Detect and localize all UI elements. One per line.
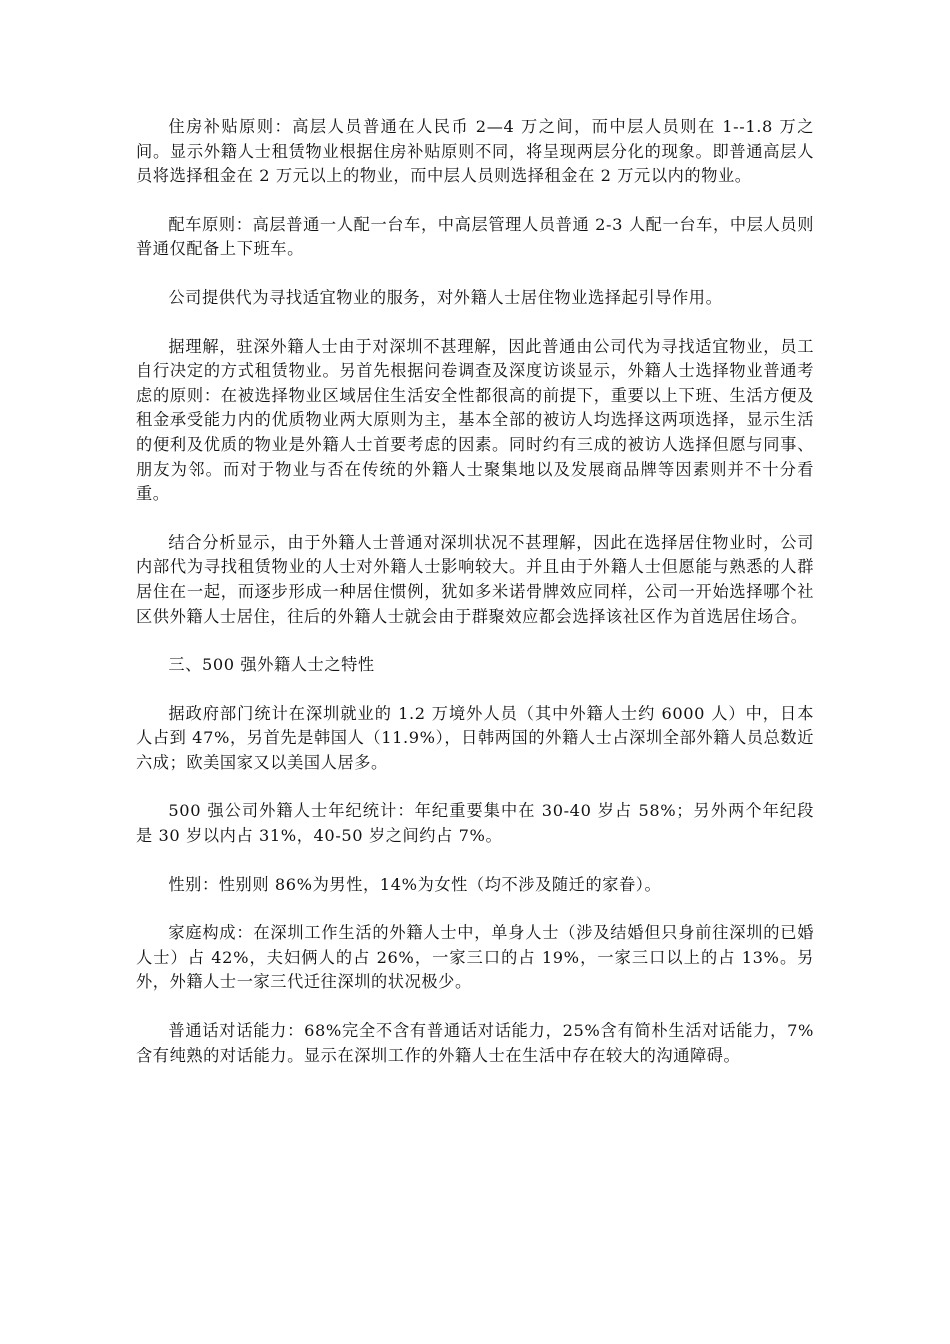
paragraph-statistics: 据政府部门统计在深圳就业的 1.2 万境外人员（其中外籍人士约 6000 人）中，日本人占到 47%，另首先是韩国人（11.9%），日韩两国的外籍人士占深圳全部外籍人员总数近六成；欧美国家又以美国人居多。 <box>136 703 814 772</box>
paragraph-gender: 性别：性别则 86%为男性，14%为女性（均不涉及随迁的家眷）。 <box>168 874 662 894</box>
document-body <box>136 115 814 1092</box>
paragraph-age: 500 强公司外籍人士年纪统计：年纪重要集中在 30-40 岁占 58%；另外两个年纪段是 30 岁以内占 31%，40-50 岁之间约占 7%。 <box>136 801 814 846</box>
paragraph-company-service: 公司提供代为寻找适宜物业的服务，对外籍人士居住物业选择起引导作用。 <box>168 287 723 307</box>
paragraph-housing-subsidy: 住房补贴原则：高层人员普通在人民币 2—4 万之间，而中层人员则在 1--1.8 万之间。显示外籍人士租赁物业根据住房补贴原则不同，将呈现两层分化的现象。即普通高层人员将选择租金在 2 万元以上的物业，而中层人员则选择租金在 2 万元以内的物业。 <box>136 117 814 186</box>
paragraph-car-allocation: 配车原则：高层普通一人配一台车，中高层管理人员普通 2-3 人配一台车，中层人员则普通仅配备上下班车。 <box>136 214 814 259</box>
section-heading: 三、500 强外籍人士之特性 <box>168 655 375 675</box>
paragraph-analysis: 结合分析显示，由于外籍人士普通对深圳状况不甚理解，因此在选择居住物业时，公司内部代为寻找租赁物业的人士对外籍人士影响较大。并且由于外籍人士但愿能与熟悉的人群居住在一起，而逐步形成一种居住惯例，犹如多米诺骨牌效应同样，公司一开始选择哪个社区供外籍人士居住，往后的外籍人士就会由于群聚效应都会选择该社区作为首选居住场合。 <box>136 532 814 626</box>
paragraph-mandarin: 普通话对话能力：68%完全不含有普通话对话能力，25%含有简朴生活对话能力，7%含有纯熟的对话能力。显示在深圳工作的外籍人士在生活中存在较大的沟通障碍。 <box>136 1021 814 1065</box>
paragraph-selection-principles: 据理解，驻深外籍人士由于对深圳不甚理解，因此普通由公司代为寻找适宜物业，员工自行决定的方式租赁物业。另首先根据问卷调查及深度访谈显示，外籍人士选择物业普通考虑的原则：在被选择物业区域居住生活安全性都很高的前提下，重要以上下班、生活方便及租金承受能力内的优质物业两大原则为主，基本全部的被访人均选择这两项选择，显示生活的便利及优质的物业是外籍人士首要考虑的因素。同时约有三成的被访人选择但愿与同事、朋友为邻。而对于物业与否在传统的外籍人士聚集地以及发展商品牌等因素则并不十分看重。 <box>136 336 814 504</box>
paragraph-family: 家庭构成：在深圳工作生活的外籍人士中，单身人士（涉及结婚但只身前往深圳的已婚人士）占 42%，夫妇俩人的占 26%，一家三口的占 19%，一家三口以上的占 13%。另外，外籍人士一家三代迁往深圳的状况极少。 <box>136 923 814 992</box>
